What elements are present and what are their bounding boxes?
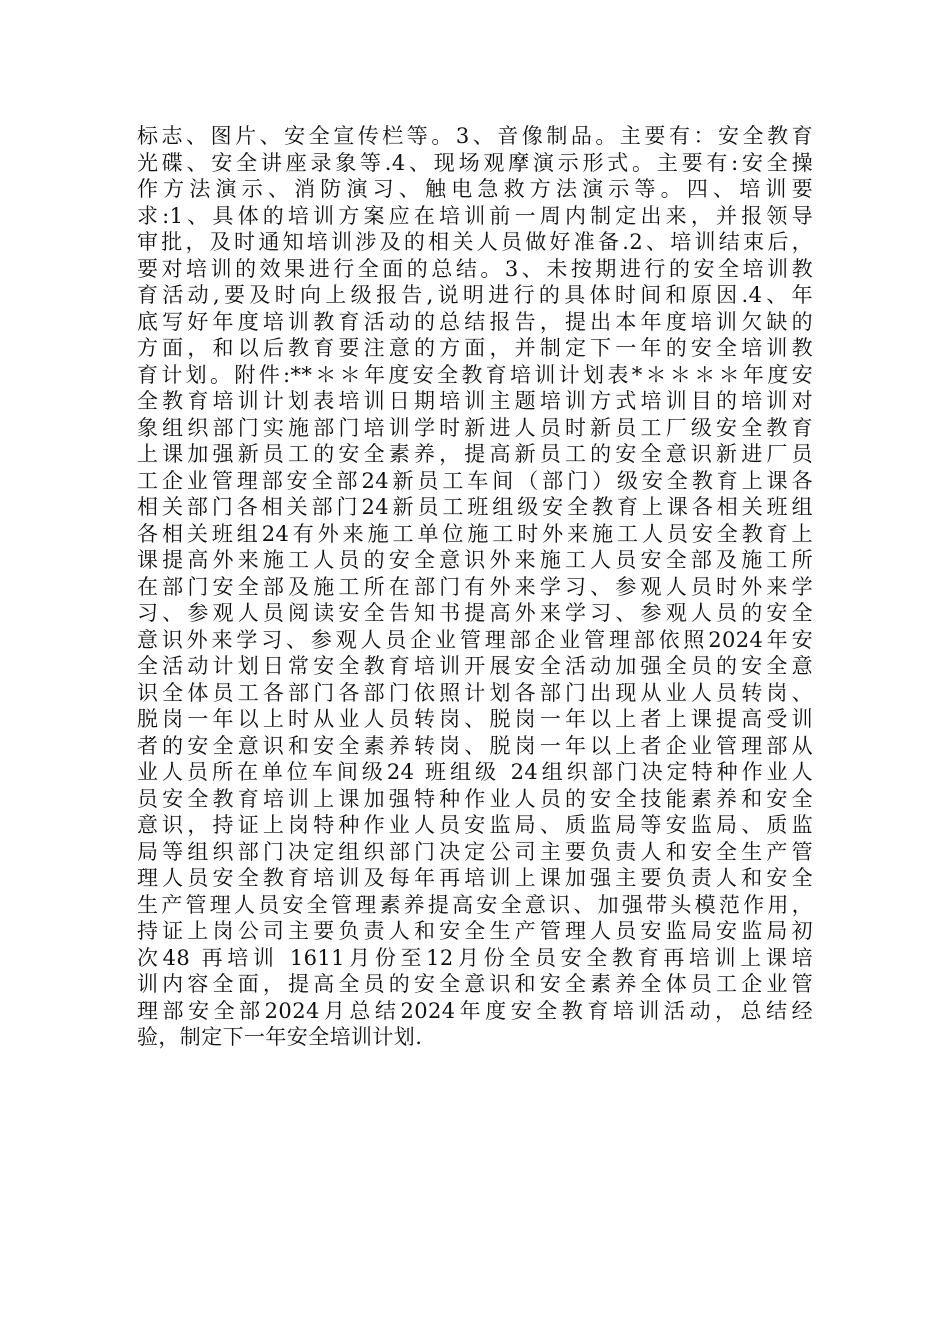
text-line: 课提高外来施工人员的安全意识外来施工人员安全部及施工所 (137, 548, 813, 572)
text-line: 业人员所在单位车间级24 班组级 24组织部门决定特种作业人 (137, 760, 813, 784)
text-line: 底写好年度培训教育活动的总结报告，提出本年度培训欠缺的 (137, 309, 813, 334)
text-line: 光碟、安全讲座录象等.4、现场观摩演示形式。主要有:安全操 (137, 150, 813, 175)
text-line: 识全体员工各部门各部门依照计划各部门出现从业人员转岗、 (137, 680, 813, 705)
text-line: 育活动,要及时向上级报告,说明进行的具体时间和原因.4、年 (137, 283, 813, 307)
text-line: 工企业管理部安全部24新员工车间（部门）级安全教育上课各 (137, 468, 813, 493)
text-line: 意识，持证上岗特种作业人员安监局、质监局等安监局、质监 (137, 813, 813, 837)
text-line: 审批，及时通知培训涉及的相关人员做好准备.2、培训结束后， (137, 230, 813, 254)
text-line: 全活动计划日常安全教育培训开展安全活动加强全员的安全意 (137, 654, 813, 678)
text-line: 者的安全意识和安全素养转岗、脱岗一年以上者企业管理部从 (137, 733, 813, 758)
text-line: 意识外来学习、参观人员企业管理部企业管理部依照2024年安 (137, 627, 813, 652)
body-paragraph (137, 123, 813, 1051)
text-line: 在部门安全部及施工所在部门有外来学习、参观人员时外来学 (137, 574, 813, 599)
text-line: 验，制定下一年安全培训计划. (137, 1025, 423, 1049)
text-line: 方面，和以后教育要注意的方面，并制定下一年的安全培训教 (137, 336, 813, 360)
text-line: 标志、图片、安全宣传栏等。3、音像制品。主要有：安全教育 (137, 124, 813, 148)
text-line: 理人员安全教育培训及每年再培训上课加强主要负责人和安全 (137, 866, 813, 890)
text-line: 上课加强新员工的安全素养，提高新员工的安全意识新进厂员 (137, 442, 813, 466)
text-line: 习、参观人员阅读安全告知书提高外来学习、参观人员的安全 (137, 601, 813, 625)
text-line: 要对培训的效果进行全面的总结。3、未按期进行的安全培训教 (137, 256, 813, 281)
text-line: 育计划。附件:**＊＊年度安全教育培训计划表*＊＊＊＊年度安 (137, 362, 813, 387)
text-line: 训内容全面，提高全员的安全意识和安全素养全体员工企业管 (137, 972, 813, 996)
text-line: 生产管理人员安全管理素养提高安全意识、加强带头模范作用， (137, 892, 813, 917)
text-line: 作方法演示、消防演习、触电急救方法演示等。四、培训要 (137, 177, 813, 201)
text-line: 各相关班组24有外来施工单位施工时外来施工人员安全教育上 (137, 521, 813, 546)
text-line: 全教育培训计划表培训日期培训主题培训方式培训目的培训对 (137, 389, 813, 413)
text-line: 相关部门各相关部门24新员工班组级安全教育上课各相关班组 (137, 495, 813, 519)
text-line: 次48 再培训 1611月份至12月份全员安全教育再培训上课培 (137, 945, 813, 970)
text-line: 求:1、具体的培训方案应在培训前一周内制定出来，并报领导 (137, 203, 813, 228)
text-line: 象组织部门实施部门培训学时新进人员时新员工厂级安全教育 (137, 415, 813, 440)
text-line: 脱岗一年以上时从业人员转岗、脱岗一年以上者上课提高受训 (137, 707, 813, 731)
text-line: 持证上岗公司主要负责人和安全生产管理人员安监局安监局初 (137, 919, 813, 943)
text-line: 员安全教育培训上课加强特种作业人员的安全技能素养和安全 (137, 786, 813, 811)
text-line: 理部安全部2024月总结2024年度安全教育培训活动，总结经 (137, 998, 813, 1023)
text-line: 局等组织部门决定组织部门决定公司主要负责人和安全生产管 (137, 839, 813, 864)
